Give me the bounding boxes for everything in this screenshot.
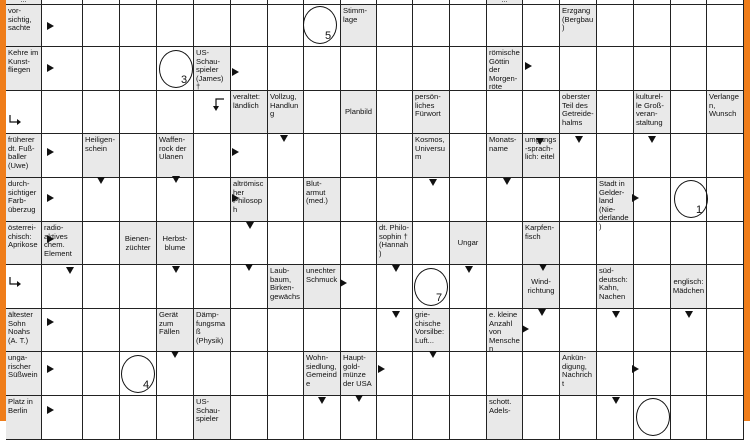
- answer-cell[interactable]: [413, 396, 450, 440]
- answer-cell[interactable]: [634, 352, 671, 396]
- clue-text: dt. Philo-sophin † (Hannah): [379, 223, 409, 258]
- answer-cell[interactable]: [120, 309, 157, 352]
- clue-text: Kehre im Kunst-fliegen: [8, 48, 39, 75]
- answer-cell[interactable]: [413, 47, 450, 91]
- arrow-right-icon: [47, 22, 54, 30]
- answer-cell[interactable]: [597, 5, 634, 47]
- answer-cell[interactable]: [450, 134, 487, 178]
- clue-text: grie-chische Vorsilbe: Luft...: [415, 310, 445, 345]
- answer-cell[interactable]: [560, 222, 597, 265]
- solution-circle: [414, 268, 448, 306]
- answer-cell[interactable]: [671, 396, 707, 440]
- arrow-right-icon: [47, 406, 54, 414]
- clue-text: Wind-richtung: [527, 277, 555, 295]
- answer-cell[interactable]: [377, 5, 413, 47]
- arrow-right-icon: [632, 194, 639, 202]
- answer-cell[interactable]: [487, 265, 523, 309]
- clue-cell: [523, 222, 560, 265]
- answer-cell[interactable]: [341, 47, 377, 91]
- clue-text: Blut-armut (med.): [306, 179, 328, 206]
- clue-text: Monats-name: [489, 135, 517, 153]
- answer-cell[interactable]: [634, 222, 671, 265]
- answer-cell[interactable]: [268, 178, 304, 222]
- answer-cell[interactable]: [83, 47, 120, 91]
- arrow-down-icon: [172, 176, 180, 183]
- solution-number: 1: [696, 204, 703, 216]
- arrow-right-icon: [232, 194, 239, 202]
- arrow-right-icon: [232, 148, 239, 156]
- clue-cell: [268, 265, 304, 309]
- clue-text: Kosmos, Universum: [415, 135, 445, 162]
- answer-cell[interactable]: [487, 222, 523, 265]
- clue-text: umgangs-sprach-lich: eitel: [525, 135, 557, 162]
- answer-cell[interactable]: [231, 5, 268, 47]
- answer-cell[interactable]: [450, 178, 487, 222]
- arrow-down-icon: [648, 136, 656, 143]
- arrow-down-icon: [172, 266, 180, 273]
- answer-cell[interactable]: [120, 134, 157, 178]
- clue-cell: [6, 134, 42, 178]
- answer-cell[interactable]: [83, 309, 120, 352]
- clue-cell: [487, 47, 523, 91]
- clue-text: durch-sichtiger Farb-überzug: [8, 179, 37, 214]
- bent-arrow-icon: [8, 114, 22, 126]
- clue-text: kulturel-le Groß-veran-staltung: [636, 92, 664, 127]
- clue-cell: [268, 91, 304, 134]
- answer-cell[interactable]: [83, 396, 120, 440]
- arrow-right-icon: [47, 148, 54, 156]
- answer-cell[interactable]: [42, 309, 83, 352]
- clue-cell: [194, 47, 231, 91]
- answer-cell[interactable]: [268, 352, 304, 396]
- arrow-right-icon: [47, 64, 54, 72]
- clue-text: unechter Schmuck: [306, 266, 338, 284]
- answer-cell[interactable]: [268, 309, 304, 352]
- answer-cell[interactable]: [120, 265, 157, 309]
- arrow-right-icon: [378, 365, 385, 373]
- solution-number: 5: [325, 30, 332, 42]
- answer-cell[interactable]: [597, 222, 634, 265]
- clue-cell: [157, 309, 194, 352]
- answer-cell[interactable]: [523, 396, 560, 440]
- answer-cell[interactable]: [157, 178, 194, 222]
- clue-text: ältester Sohn Noahs (A. T.): [8, 310, 33, 345]
- answer-cell[interactable]: [194, 178, 231, 222]
- answer-cell[interactable]: [341, 222, 377, 265]
- clue-cell: [304, 265, 341, 309]
- answer-cell[interactable]: [450, 47, 487, 91]
- answer-cell[interactable]: [304, 134, 341, 178]
- clue-cell: [83, 134, 120, 178]
- solution-circle: [159, 50, 193, 88]
- clue-text: Dämp-fungsmaß (Physik): [196, 310, 226, 345]
- arrow-right-icon: [522, 325, 529, 333]
- answer-cell[interactable]: [377, 396, 413, 440]
- answer-cell[interactable]: [83, 222, 120, 265]
- answer-cell[interactable]: [6, 91, 42, 134]
- answer-cell[interactable]: [560, 265, 597, 309]
- clue-text: Vollzug, Handlung: [270, 92, 299, 119]
- clue-text: englisch: Mädchen: [672, 277, 705, 295]
- answer-cell[interactable]: [42, 352, 83, 396]
- answer-cell[interactable]: [671, 91, 707, 134]
- arrow-down-icon: [246, 222, 254, 229]
- clue-text: Karpfen-fisch: [525, 223, 555, 241]
- bent-down-arrow-icon: [212, 98, 226, 112]
- arrow-right-icon: [47, 318, 54, 326]
- clue-cell: [523, 265, 560, 309]
- answer-cell[interactable]: [413, 5, 450, 47]
- clue-cell: [6, 309, 42, 352]
- arrow-down-icon: [355, 395, 363, 402]
- answer-cell[interactable]: [120, 178, 157, 222]
- clue-cell: [341, 91, 377, 134]
- solution-circle: [674, 180, 708, 218]
- clue-cell: [671, 265, 707, 309]
- answer-cell[interactable]: [671, 47, 707, 91]
- answer-cell[interactable]: [413, 352, 450, 396]
- clue-text: [7, 0, 40, 3]
- answer-cell[interactable]: [83, 178, 120, 222]
- arrow-right-icon: [525, 62, 532, 70]
- answer-cell[interactable]: [707, 134, 744, 178]
- clue-cell: [487, 134, 523, 178]
- clue-cell: [634, 91, 671, 134]
- clue-cell: [413, 134, 450, 178]
- answer-cell[interactable]: [231, 352, 268, 396]
- clue-cell: [487, 396, 523, 440]
- clue-cell: [304, 352, 341, 396]
- clue-cell: [377, 222, 413, 265]
- arrow-down-icon: [97, 177, 105, 184]
- clue-cell: [450, 222, 487, 265]
- clue-cell: [6, 47, 42, 91]
- answer-cell[interactable]: [377, 134, 413, 178]
- arrow-down-icon: [66, 267, 74, 274]
- answer-cell[interactable]: [83, 5, 120, 47]
- answer-cell[interactable]: [120, 5, 157, 47]
- answer-cell[interactable]: [450, 396, 487, 440]
- clue-text: schott. Adels-: [489, 397, 512, 415]
- arrow-down-icon: [429, 179, 437, 186]
- arrow-down-icon: [536, 138, 544, 145]
- answer-cell[interactable]: [120, 396, 157, 440]
- answer-cell[interactable]: [707, 309, 744, 352]
- answer-cell[interactable]: [42, 91, 83, 134]
- answer-cell[interactable]: [671, 222, 707, 265]
- answer-cell[interactable]: [120, 47, 157, 91]
- answer-cell[interactable]: [634, 5, 671, 47]
- clue-text: süd-deutsch: Kahn, Nachen: [599, 266, 628, 301]
- right-frame-bar: [744, 0, 750, 421]
- clue-cell: [707, 91, 744, 134]
- answer-cell[interactable]: [487, 5, 523, 47]
- arrow-down-icon: [280, 135, 288, 142]
- solution-number: 7: [436, 292, 443, 304]
- answer-cell[interactable]: [377, 352, 413, 396]
- clue-cell: [6, 5, 42, 47]
- clue-text: US-Schau-spieler: [196, 397, 221, 424]
- arrow-down-icon: [245, 264, 253, 271]
- clue-text: altrömischer Philosoph: [233, 179, 264, 214]
- clue-text: oberster Teil des Getreide-halms: [562, 92, 594, 127]
- clue-cell: [560, 352, 597, 396]
- answer-cell[interactable]: [450, 5, 487, 47]
- clue-text: e. kleine Anzahl von Menschen: [489, 310, 520, 354]
- answer-cell[interactable]: [194, 134, 231, 178]
- clue-text: radio-aktives chem. Element: [44, 223, 72, 258]
- clue-cell: [341, 5, 377, 47]
- arrow-down-icon: [612, 397, 620, 404]
- answer-cell[interactable]: [634, 309, 671, 352]
- arrow-down-icon: [539, 264, 547, 271]
- answer-cell[interactable]: [268, 396, 304, 440]
- answer-cell[interactable]: [560, 309, 597, 352]
- clue-text: Laub-baum, Birken-gewächs: [270, 266, 300, 301]
- answer-cell[interactable]: [377, 178, 413, 222]
- arrow-down-icon: [392, 265, 400, 272]
- answer-cell[interactable]: [450, 309, 487, 352]
- answer-cell[interactable]: [450, 91, 487, 134]
- answer-cell[interactable]: [341, 178, 377, 222]
- answer-cell[interactable]: [707, 222, 744, 265]
- answer-cell[interactable]: [231, 396, 268, 440]
- answer-cell[interactable]: [341, 134, 377, 178]
- clue-text: Heiligen-schein: [85, 135, 115, 153]
- clue-text: Ungar: [457, 238, 479, 248]
- clue-text: Waffen-rock der Ulanen: [159, 135, 187, 162]
- answer-cell[interactable]: [304, 309, 341, 352]
- clue-cell: [194, 309, 231, 352]
- arrow-down-icon: [429, 351, 437, 358]
- arrow-right-icon: [47, 365, 54, 373]
- answer-cell[interactable]: [42, 134, 83, 178]
- arrow-right-icon: [232, 68, 239, 76]
- solution-circle: [636, 398, 670, 436]
- answer-cell[interactable]: [634, 178, 671, 222]
- answer-cell[interactable]: [450, 352, 487, 396]
- clue-text: früherer dt. Fuß-baller (Uwe): [8, 135, 35, 170]
- arrow-down-icon: [318, 397, 326, 404]
- answer-cell[interactable]: [560, 47, 597, 91]
- answer-cell[interactable]: [523, 178, 560, 222]
- answer-cell[interactable]: [42, 396, 83, 440]
- answer-cell[interactable]: [157, 396, 194, 440]
- answer-cell[interactable]: [597, 47, 634, 91]
- clue-text: veraltet: ländlich: [233, 92, 261, 110]
- clue-text: römische Göttin der Morgen-röte: [489, 48, 520, 92]
- answer-cell[interactable]: [671, 5, 707, 47]
- clue-cell: [304, 178, 341, 222]
- answer-cell[interactable]: [120, 91, 157, 134]
- solution-circle: [303, 6, 337, 44]
- answer-cell[interactable]: [634, 47, 671, 91]
- clue-text: Herbst-blume: [162, 233, 188, 252]
- arrow-down-icon: [465, 266, 473, 273]
- answer-cell[interactable]: [157, 91, 194, 134]
- solution-number: 3: [181, 74, 188, 86]
- answer-cell[interactable]: [83, 265, 120, 309]
- answer-cell[interactable]: [523, 91, 560, 134]
- clue-cell: [341, 352, 377, 396]
- arrow-right-icon: [47, 235, 54, 243]
- clue-cell: [6, 352, 42, 396]
- answer-cell[interactable]: [231, 265, 268, 309]
- clue-cell: [231, 91, 268, 134]
- answer-cell[interactable]: [268, 5, 304, 47]
- answer-cell[interactable]: [707, 47, 744, 91]
- arrow-right-icon: [47, 194, 54, 202]
- answer-cell[interactable]: [194, 5, 231, 47]
- answer-cell[interactable]: [597, 134, 634, 178]
- clue-cell: [120, 222, 157, 265]
- answer-cell[interactable]: [231, 134, 268, 178]
- clue-text: Platz in Berlin: [8, 397, 33, 415]
- clue-text: [488, 0, 521, 3]
- answer-cell[interactable]: [707, 352, 744, 396]
- clue-text: Wohn-siedlung, Gemeinde: [306, 353, 337, 388]
- clue-cell: [42, 222, 83, 265]
- answer-cell[interactable]: [523, 352, 560, 396]
- answer-cell[interactable]: [157, 5, 194, 47]
- arrow-right-icon: [632, 365, 639, 373]
- clue-cell: [597, 265, 634, 309]
- clue-text: vor-sichtig, sachte: [8, 6, 32, 33]
- answer-cell[interactable]: [304, 91, 341, 134]
- clue-cell: [194, 396, 231, 440]
- clue-text: Ankün-digung, Nachricht: [562, 353, 592, 388]
- arrow-down-icon: [171, 351, 179, 358]
- arrow-right-icon: [340, 279, 347, 287]
- clue-cell: [157, 134, 194, 178]
- answer-cell[interactable]: [707, 396, 744, 440]
- clue-text: Bienen-züchter: [124, 233, 152, 252]
- answer-cell[interactable]: [341, 265, 377, 309]
- answer-cell[interactable]: [413, 222, 450, 265]
- clue-text: österrei-chisch: Aprikose: [8, 223, 38, 250]
- clue-cell: [487, 0, 523, 5]
- answer-cell[interactable]: [560, 396, 597, 440]
- clue-cell: [6, 396, 42, 440]
- clue-text: Stimm-lage: [343, 6, 368, 24]
- clue-text: US-Schau-spieler (James) †: [196, 48, 224, 92]
- answer-cell[interactable]: [83, 352, 120, 396]
- answer-cell[interactable]: [487, 352, 523, 396]
- answer-cell[interactable]: [341, 309, 377, 352]
- answer-cell[interactable]: [707, 5, 744, 47]
- clue-text: Erzgang (Bergbau): [562, 6, 594, 33]
- clue-cell: [487, 309, 523, 352]
- clue-text: Verlangen, Wunsch: [709, 92, 739, 119]
- clue-cell: [6, 222, 42, 265]
- answer-cell[interactable]: [157, 352, 194, 396]
- clue-cell: [560, 91, 597, 134]
- clue-cell: [413, 309, 450, 352]
- answer-cell[interactable]: [194, 265, 231, 309]
- clue-cell: [6, 178, 42, 222]
- clue-cell: [157, 222, 194, 265]
- answer-cell[interactable]: [560, 178, 597, 222]
- arrow-down-icon: [575, 136, 583, 143]
- answer-cell[interactable]: [671, 352, 707, 396]
- answer-cell[interactable]: [268, 47, 304, 91]
- clue-text: unga-rischer Süßwein: [8, 353, 38, 380]
- bent-arrow-icon: [8, 276, 22, 288]
- answer-cell[interactable]: [341, 396, 377, 440]
- clue-text: Gerät zum Fällen: [159, 310, 180, 337]
- answer-cell[interactable]: [671, 134, 707, 178]
- arrow-down-icon: [538, 309, 546, 316]
- clue-text: Haupt-gold-münze der USA: [343, 353, 372, 388]
- arrow-down-icon: [685, 311, 693, 318]
- answer-cell[interactable]: [304, 222, 341, 265]
- answer-cell[interactable]: [707, 265, 744, 309]
- clue-cell: [560, 5, 597, 47]
- answer-cell[interactable]: [377, 91, 413, 134]
- clue-text: Planbild: [344, 107, 373, 117]
- arrow-down-icon: [612, 311, 620, 318]
- answer-cell[interactable]: [304, 47, 341, 91]
- answer-cell[interactable]: [231, 309, 268, 352]
- clue-text: persön-liches Fürwort: [415, 92, 441, 119]
- answer-cell[interactable]: [634, 265, 671, 309]
- clue-cell: [413, 91, 450, 134]
- answer-cell[interactable]: [597, 352, 634, 396]
- answer-cell[interactable]: [83, 91, 120, 134]
- answer-cell[interactable]: [377, 47, 413, 91]
- answer-cell[interactable]: [42, 265, 83, 309]
- solution-circle: [121, 355, 155, 393]
- solution-number: 4: [143, 379, 150, 391]
- answer-cell[interactable]: [523, 5, 560, 47]
- arrow-down-icon: [503, 178, 511, 185]
- clue-cell: [597, 178, 634, 231]
- arrow-down-icon: [392, 311, 400, 318]
- answer-cell[interactable]: [487, 91, 523, 134]
- answer-cell[interactable]: [194, 352, 231, 396]
- answer-cell[interactable]: [707, 178, 744, 222]
- answer-cell[interactable]: [268, 222, 304, 265]
- answer-cell[interactable]: [194, 222, 231, 265]
- answer-cell[interactable]: [597, 91, 634, 134]
- clue-text: Stadt in Gelder-land (Nie-derlande): [599, 179, 629, 231]
